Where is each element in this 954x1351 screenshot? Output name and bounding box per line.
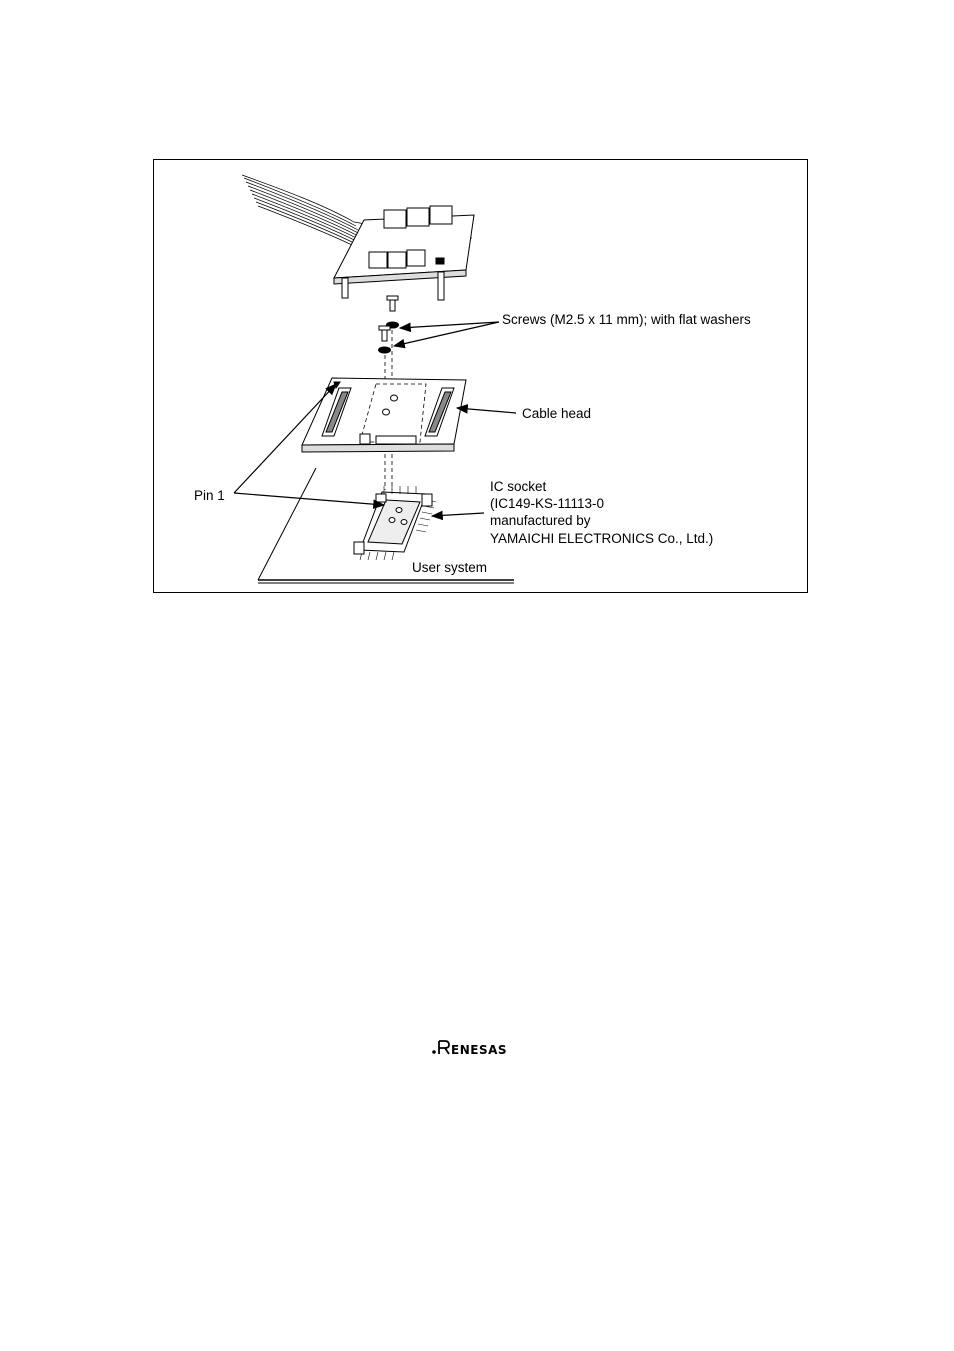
user-system-label: User system (412, 560, 488, 575)
screws-label: Screws (M2.5 x 11 mm); with flat washers (502, 312, 751, 327)
pin1-label: Pin 1 (194, 488, 225, 503)
svg-text:ENESAS: ENESAS (451, 1043, 508, 1057)
assembly-drawing (154, 160, 809, 594)
upper-board (334, 206, 474, 300)
ic-socket (354, 486, 436, 560)
cable-head-label: Cable head (522, 406, 592, 421)
ic-socket-label-line4: YAMAICHI ELECTRONICS Co., Ltd.) (490, 531, 714, 546)
ic-socket-label-line3: manufactured by (490, 513, 591, 528)
figure-frame (153, 159, 808, 593)
renesas-logo (431, 1038, 531, 1058)
ic-socket-label-line2: (IC149-KS-11113-0 (490, 496, 605, 511)
ic-socket-label-line1: IC socket (490, 479, 547, 494)
